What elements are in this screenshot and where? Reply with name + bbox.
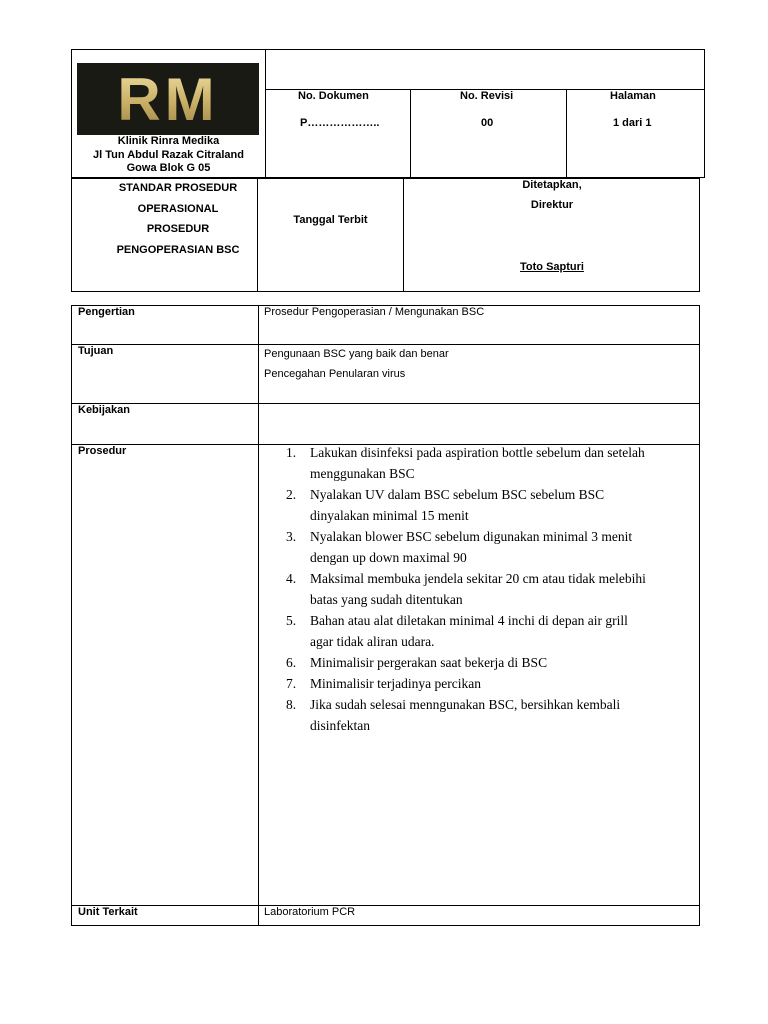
prosedur-step	[286, 442, 696, 484]
body-row-divider	[71, 403, 700, 404]
step-text: Jika sudah selesai menngunakan BSC, bersihkan kembali	[310, 697, 621, 712]
header-divider-3	[566, 89, 567, 178]
prosedur-step	[286, 694, 696, 736]
prosedur-list	[286, 442, 696, 736]
prosedur-step	[286, 568, 696, 610]
clinic-line: Klinik Rinra Medika	[117, 135, 220, 147]
sop-title-line: PROSEDUR	[146, 223, 210, 235]
step-number: 1.	[286, 445, 297, 460]
step-text: agar tidak aliran udara.	[310, 634, 435, 649]
tanggal-terbit-label: Tanggal Terbit	[293, 214, 368, 226]
tujuan-line: Pengunaan BSC yang baik dan benar	[264, 348, 449, 360]
step-text: Bahan atau alat diletakan minimal 4 inchi di depan air grill	[310, 613, 628, 628]
unit-terkait-label: Unit Terkait	[78, 906, 138, 918]
step-text: dinyalakan minimal 15 menit	[310, 508, 469, 523]
prosedur-step	[286, 526, 696, 568]
prosedur-steps	[286, 442, 696, 736]
sop-title	[72, 178, 284, 260]
tujuan-label: Tujuan	[78, 345, 114, 357]
step-text: Lakukan disinfeksi pada aspiration bottle sebelum dan setelah	[310, 445, 645, 460]
body-column-divider	[258, 305, 259, 926]
sop-title-line: PENGOPERASIAN BSC	[116, 243, 240, 256]
no-dokumen-label: No. Dokumen	[298, 90, 369, 102]
step-text: Nyalakan UV dalam BSC sebelum BSC sebelum BSC	[310, 487, 605, 502]
no-revisi-label: No. Revisi	[460, 90, 514, 102]
no-revisi-value: 00	[481, 117, 494, 129]
halaman-value: 1 dari 1	[613, 117, 652, 129]
direktur-label: Direktur	[530, 199, 574, 211]
unit-terkait-value: Laboratorium PCR	[264, 906, 356, 918]
ditetapkan-label: Ditetapkan,	[522, 179, 582, 191]
prosedur-step	[286, 610, 696, 652]
step-number: 7.	[286, 676, 297, 691]
pengertian-value: Prosedur Pengoperasian / Mengunakan BSC	[264, 306, 485, 318]
step-text: Minimalisir terjadinya percikan	[310, 676, 481, 691]
signatory-name: Toto Sapturi	[520, 261, 584, 273]
sop-title-line: OPERASIONAL	[137, 202, 219, 215]
prosedur-step	[286, 484, 696, 526]
step-text: dengan up down maximal 90	[310, 550, 467, 565]
prosedur-step	[286, 652, 696, 673]
step-text: menggunakan BSC	[310, 466, 415, 481]
svg-text:RM: RM	[117, 68, 219, 130]
tujuan-line: Pencegahan Penularan virus	[264, 368, 406, 380]
body-row-divider	[71, 905, 700, 906]
clinic-line: Gowa Blok G 05	[126, 162, 211, 174]
tujuan-value	[264, 344, 449, 384]
step-text: disinfektan	[310, 718, 370, 733]
clinic-logo	[77, 63, 259, 135]
title-divider-2	[403, 178, 404, 292]
kebijakan-label: Kebijakan	[78, 404, 130, 416]
header-divider-1	[265, 49, 266, 178]
step-number: 3.	[286, 529, 297, 544]
halaman-label: Halaman	[610, 90, 656, 102]
no-dokumen-value: P………………..	[300, 117, 380, 129]
step-number: 8.	[286, 697, 297, 712]
step-number: 4.	[286, 571, 297, 586]
step-number: 2.	[286, 487, 297, 502]
clinic-name	[72, 135, 265, 176]
prosedur-label: Prosedur	[78, 445, 127, 457]
header-divider-2	[410, 89, 411, 178]
step-text: Maksimal membuka jendela sekitar 20 cm atau tidak melebihi	[310, 571, 646, 586]
clinic-line: Jl Tun Abdul Razak Citraland	[93, 148, 244, 161]
rm-logo-icon	[83, 68, 253, 130]
step-number: 5.	[286, 613, 297, 628]
step-number: 6.	[286, 655, 297, 670]
step-text: Nyalakan blower BSC sebelum digunakan minimal 3 menit	[310, 529, 633, 544]
step-text: Minimalisir pergerakan saat bekerja di BSC	[310, 655, 548, 670]
sop-title-line: STANDAR PROSEDUR	[118, 182, 238, 194]
step-text: batas yang sudah ditentukan	[310, 592, 463, 607]
pengertian-label: Pengertian	[78, 306, 135, 318]
prosedur-step	[286, 673, 696, 694]
